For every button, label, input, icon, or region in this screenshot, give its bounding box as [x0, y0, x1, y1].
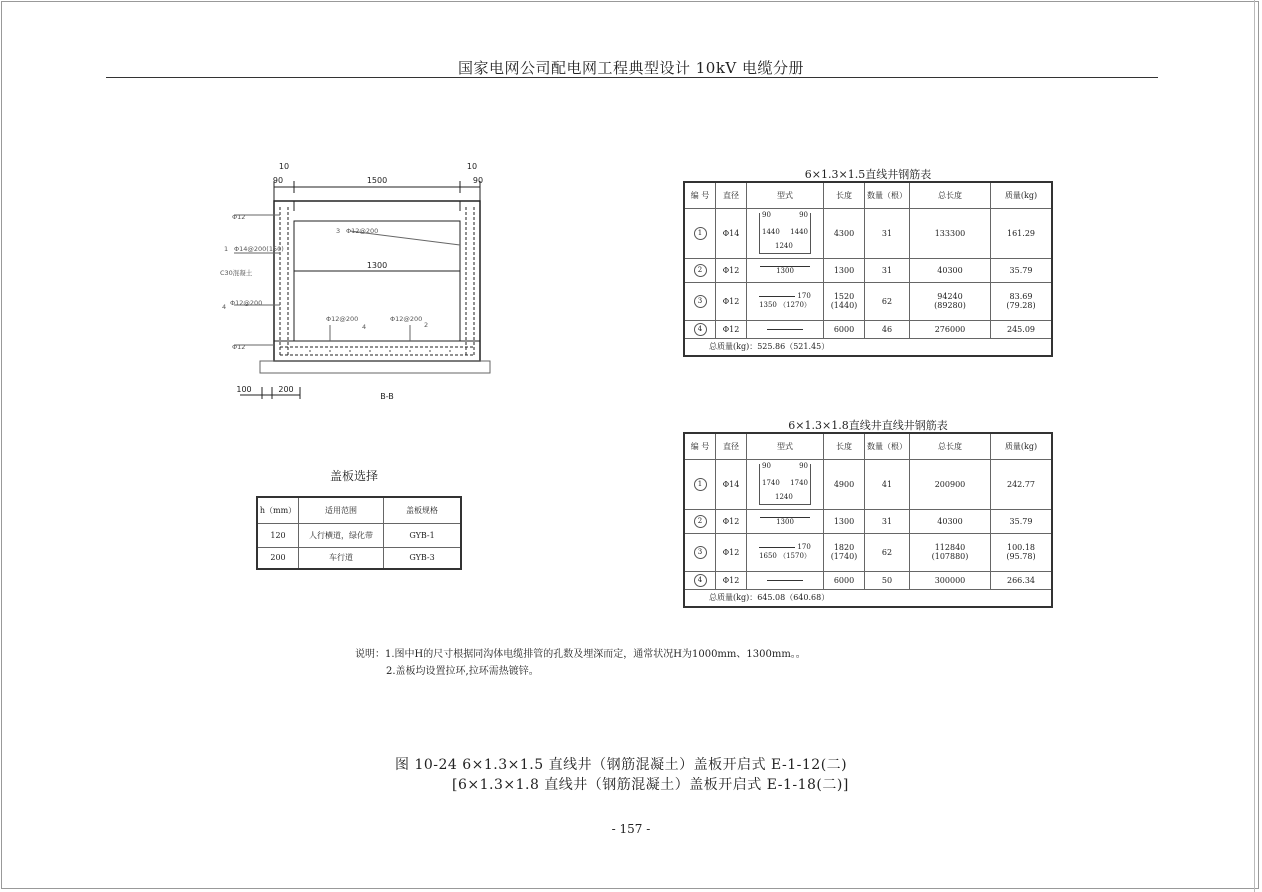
dim-1300: 1300: [366, 261, 388, 270]
cell-total: 94240: [937, 292, 963, 301]
section-drawing: [210, 155, 500, 405]
cell-qty: 46: [865, 320, 910, 338]
cell-mass: 100.18: [1007, 543, 1035, 552]
table-row: [684, 459, 1052, 509]
row-marker: 2: [694, 515, 707, 528]
cell-dia: Φ12: [716, 533, 747, 571]
shape-cell: [747, 509, 824, 533]
table-row: [684, 258, 1052, 282]
page-number: - 157 -: [611, 822, 651, 836]
cell-total-alt: (89280): [934, 301, 966, 310]
cell-mass: 161.29: [991, 208, 1053, 258]
marker-2: 2: [424, 321, 429, 329]
shape-b: 170: [797, 292, 811, 300]
cell-dia: Φ12: [716, 258, 747, 282]
col-qty: 数量（根）: [865, 182, 910, 208]
cell-dia: Φ14: [716, 459, 747, 509]
dim-90-right: 90: [472, 176, 484, 185]
shape-a: 90: [762, 461, 771, 470]
cell-len: 1820: [833, 543, 855, 552]
cell-spec: GYB-3: [384, 547, 462, 569]
table1-title: 6×1.3×1.5直线井钢筋表: [804, 168, 932, 181]
table-row: [257, 523, 461, 547]
label-rebar4-bottom: Φ12@200: [326, 315, 359, 323]
cell-len: 6000: [824, 571, 865, 589]
cell-spec: GYB-1: [384, 523, 462, 547]
cell-total: 300000: [910, 571, 991, 589]
table-row: [684, 571, 1052, 589]
total-mass: 总质量(kg)：525.86（521.45）: [684, 338, 1052, 356]
cell-dia: Φ12: [716, 282, 747, 320]
cell-total-alt: (107880): [931, 552, 969, 561]
shape-label: 1300: [760, 266, 810, 275]
marker-3: 3: [336, 227, 341, 235]
row-marker: 3: [694, 546, 707, 559]
shape-e: 1240: [775, 241, 793, 250]
shape-cell: [747, 320, 824, 338]
cell-mass-alt: (79.28): [1006, 301, 1036, 310]
cell-dia: Φ12: [716, 571, 747, 589]
cell-len: 1520: [833, 292, 855, 301]
shape-d: 1440: [790, 227, 808, 236]
cell-qty: 50: [865, 571, 910, 589]
shape-b: 90: [799, 210, 808, 219]
cell-qty: 62: [865, 533, 910, 571]
table-row: [257, 547, 461, 569]
shape-b: 170: [797, 543, 811, 551]
label-phi12-bottom: Φ12: [232, 343, 246, 351]
label-rebar3: Φ12@200: [346, 227, 379, 235]
row-marker: 3: [694, 295, 707, 308]
label-phi12-top: Φ12: [232, 213, 246, 221]
col-shape: 型式: [747, 182, 824, 208]
marker-4b: 4: [362, 323, 367, 331]
cell-scope: 人行横道，绿化带: [299, 523, 384, 547]
dim-10-left: 10: [278, 162, 290, 171]
cell-len-alt: (1740): [830, 552, 858, 561]
note-1: 说明：1.图中H的尺寸根据同沟体电缆排管的孔数及埋深而定，通常状况H为1000mm、1300mm。。: [355, 649, 806, 660]
cell-total: 40300: [910, 258, 991, 282]
cell-total: 276000: [910, 320, 991, 338]
shape-label: 1300: [760, 517, 810, 526]
shape-c: 1440: [762, 227, 780, 236]
marker-4: 4: [222, 303, 227, 311]
shape-a: 1650 （1570）: [759, 552, 811, 560]
shape-cell: [747, 208, 824, 258]
table-row: [684, 282, 1052, 320]
cell-total: 40300: [910, 509, 991, 533]
col-mass: 质量(kg): [991, 182, 1053, 208]
cell-dia: Φ12: [716, 320, 747, 338]
dim-10-right: 10: [466, 162, 478, 171]
row-marker: 2: [694, 264, 707, 277]
cell-mass: 266.34: [991, 571, 1053, 589]
col-total: 总长度: [910, 433, 991, 459]
dim-200: 200: [278, 385, 294, 394]
cell-len: 4900: [824, 459, 865, 509]
label-rebar2-bottom: Φ12@200: [390, 315, 423, 323]
col-shape: 型式: [747, 433, 824, 459]
table-row: [684, 509, 1052, 533]
col-no: 编 号: [684, 182, 716, 208]
col-len: 长度: [824, 433, 865, 459]
dim-90-left: 90: [272, 176, 284, 185]
cell-len: 4300: [824, 208, 865, 258]
table-row: [684, 320, 1052, 338]
table-row: [684, 208, 1052, 258]
cell-qty: 31: [865, 258, 910, 282]
cell-mass-alt: (95.78): [1006, 552, 1036, 561]
cell-h: 120: [257, 523, 299, 547]
cell-mass: 242.77: [991, 459, 1053, 509]
cell-qty: 31: [865, 509, 910, 533]
col-scope: 适用范围: [299, 497, 384, 523]
shape-c: 1740: [762, 478, 780, 487]
binding-margin-line: [1254, 0, 1255, 892]
col-qty: 数量（根）: [865, 433, 910, 459]
col-total: 总长度: [910, 182, 991, 208]
cell-total: 133300: [910, 208, 991, 258]
label-rebar1: Φ14@200(150): [234, 245, 284, 253]
row-marker: 1: [694, 478, 707, 491]
shape-cell: [747, 282, 824, 320]
col-dia: 直径: [716, 182, 747, 208]
shape-a: 90: [762, 210, 771, 219]
dim-1500: 1500: [366, 176, 388, 185]
page-header: 国家电网公司配电网工程典型设计 10kV 电缆分册: [457, 59, 805, 77]
dim-100: 100: [236, 385, 252, 394]
marker-1: 1: [224, 245, 229, 253]
figure-caption-line2: [6×1.3×1.8 直线井（钢筋混凝土）盖板开启式 E-1-18(二)]: [452, 777, 849, 793]
note-2: 2.盖板均设置拉环,拉环需热镀锌。: [386, 666, 539, 677]
col-mass: 质量(kg): [991, 433, 1053, 459]
table-row: [684, 533, 1052, 571]
cell-len-alt: (1440): [830, 301, 858, 310]
rebar-table-1: [683, 181, 1053, 357]
label-concrete: C30混凝土: [220, 269, 253, 277]
col-no: 编 号: [684, 433, 716, 459]
cover-table-title: 盖板选择: [330, 469, 379, 483]
shape-a: 1350 （1270）: [759, 301, 811, 309]
cell-len: 6000: [824, 320, 865, 338]
cell-mass: 245.09: [991, 320, 1053, 338]
cell-scope: 车行道: [299, 547, 384, 569]
row-marker: 4: [694, 323, 707, 336]
cell-len: 1300: [824, 258, 865, 282]
shape-cell: [747, 533, 824, 571]
section-label: B-B: [380, 392, 394, 401]
shape-cell: [747, 258, 824, 282]
col-dia: 直径: [716, 433, 747, 459]
cell-qty: 62: [865, 282, 910, 320]
row-marker: 4: [694, 574, 707, 587]
shape-e: 1240: [775, 492, 793, 501]
cell-qty: 41: [865, 459, 910, 509]
cell-h: 200: [257, 547, 299, 569]
cell-mass: 35.79: [991, 509, 1053, 533]
cell-mass: 83.69: [1009, 292, 1033, 301]
col-len: 长度: [824, 182, 865, 208]
cell-qty: 31: [865, 208, 910, 258]
col-h: h（mm）: [257, 497, 299, 523]
label-rebar4: Φ12@200: [230, 299, 263, 307]
cell-total: 200900: [910, 459, 991, 509]
cell-mass: 35.79: [991, 258, 1053, 282]
cell-dia: Φ12: [716, 509, 747, 533]
total-mass: 总质量(kg)：645.08（640.68）: [684, 589, 1052, 607]
cell-len: 1300: [824, 509, 865, 533]
table2-title: 6×1.3×1.8直线井直线井钢筋表: [788, 419, 948, 432]
cell-total: 112840: [934, 543, 966, 552]
cell-dia: Φ14: [716, 208, 747, 258]
cover-table: [256, 496, 462, 570]
col-spec: 盖板规格: [384, 497, 462, 523]
shape-d: 1740: [790, 478, 808, 487]
shape-cell: [747, 459, 824, 509]
figure-caption-line1: 图 10-24 6×1.3×1.5 直线井（钢筋混凝土）盖板开启式 E-1-12(二): [395, 757, 848, 773]
rebar-table-2: [683, 432, 1053, 608]
row-marker: 1: [694, 227, 707, 240]
shape-cell: [747, 571, 824, 589]
header-rule: [106, 77, 1158, 78]
shape-b: 90: [799, 461, 808, 470]
